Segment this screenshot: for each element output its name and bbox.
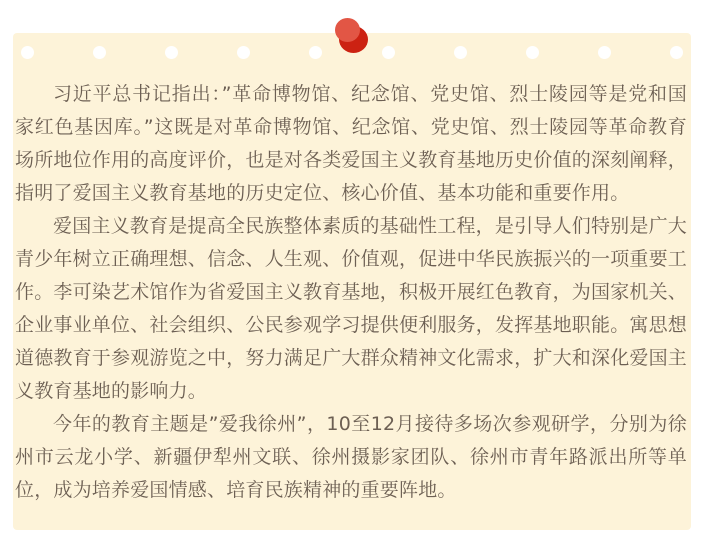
red-pin-icon [335, 18, 373, 56]
article-body [15, 78, 687, 507]
article-paragraph: 今年的教育主题是”爱我徐州”，10至12月接待多场次参观研学，分别为徐州市云龙小学、新疆伊犁州文联、徐州摄影家团队、徐州市青年路派出所等单位，成为培养爱国情感、培育民族精神的重要阵地。 [15, 413, 687, 501]
perforation-dot [165, 46, 178, 59]
pin-head-circle [335, 18, 360, 42]
article-card [13, 33, 691, 530]
perforation-dot [309, 46, 322, 59]
perforation-dot [526, 46, 539, 59]
perforation-dot [598, 46, 611, 59]
perforation-dot [237, 46, 250, 59]
perforation-dot [382, 46, 395, 59]
article-paragraph: 习近平总书记指出：”革命博物馆、纪念馆、党史馆、烈士陵园等是党和国家红色基因库。”这既是对革命博物馆、纪念馆、党史馆、烈士陵园等革命教育场所地位作用的高度评价，也是对各类爱国主义教育基地历史价值的深刻阐释，指明了爱国主义教育基地的历史定位、核心价值、基本功能和重要作用。 [15, 83, 688, 204]
perforation-dot [670, 46, 683, 59]
article-paragraph: 爱国主义教育是提高全民族整体素质的基础性工程，是引导人们特别是广大青少年树立正确理想、信念、人生观、价值观，促进中华民族振兴的一项重要工作。李可染艺术馆作为省爱国主义教育基地，积极开展红色教育，为国家机关、企业事业单位、社会组织、公民参观学习提供便利服务，发挥基地职能。寓思想道德教育于参观游览之中，努力满足广大群众精神文化需求，扩大和深化爱国主义教育基地的影响力。 [15, 215, 688, 402]
perforation-dot [454, 46, 467, 59]
perforation-dot [21, 46, 34, 59]
perforation-dot [93, 46, 106, 59]
